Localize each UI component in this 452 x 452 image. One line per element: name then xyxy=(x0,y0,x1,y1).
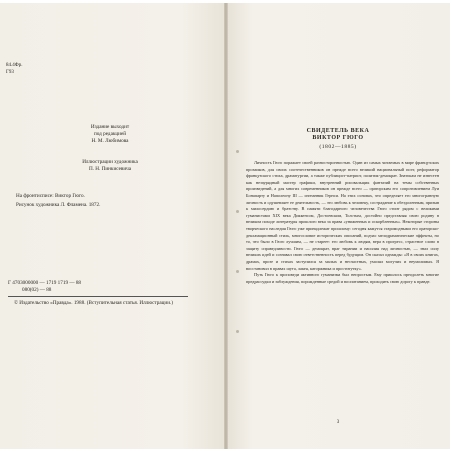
catalog-code xyxy=(6,62,22,76)
publication-code xyxy=(8,280,81,294)
book-gutter xyxy=(224,3,228,449)
binding-holes xyxy=(236,0,240,452)
copyright-notice: © Издательство «Правда». 1988. (Вступительная статья. Иллюстрации.) xyxy=(14,300,174,306)
page-number: 3 xyxy=(336,420,340,425)
isbn-line-1: Г 4703000000 — 1719 1719 — 88 xyxy=(8,280,82,286)
editor-credit xyxy=(40,124,180,145)
binding-hole xyxy=(236,270,239,273)
divider-line xyxy=(8,296,188,297)
illustrator-credit xyxy=(40,159,180,173)
editor-line-3: Н. М. Любимова xyxy=(91,138,129,144)
binding-hole xyxy=(236,330,239,333)
editor-line-2: под редакцией xyxy=(93,131,127,137)
binding-hole xyxy=(236,210,239,213)
binding-hole xyxy=(236,150,239,153)
catalog-line-1: 84.4Фр. xyxy=(6,63,23,68)
front-line-2: Рисунок художника Л. Фламена. 1872. xyxy=(16,201,101,208)
article-subtitle: ВИКТОР ГЮГО xyxy=(312,135,364,141)
frontispiece-note xyxy=(16,192,216,209)
front-line-1: На фронтисписе: Виктор Гюго. xyxy=(16,193,85,199)
article-title: СВИДЕТЕЛЬ ВЕКА xyxy=(306,128,370,134)
paragraph-1: Личность Гюго поражает своей разносторонностью. Один из самых читаемых в мире французских прозаиков, для своих соотечественников он прежде всего великий национальный поэт, реформатор французского стиха, драматургии, а также публицист-патриот, политик-демократ. Знатокам не известен как незаурядный мастер графики, внутренний рисовальщик фантазий на темы собственных произведений, а для многих современников он прежде всего — ораторским его сопротивлением Луи Бонапарту и Наполеону III — изгнанник Гернси. На этих основах, что определяет его многогранную личность и одушевляет ее деятельность, — это любовь к человеку, сострадание к обездоленным, призыв к милосердию и братству. В памяти благодарного человечества Гюго стоит рядом с великими гуманистами XIX века Диккенсом, Достоевским, Толстым, достойно представляя свою родину в великом походе литературы прошлого века за права «униженных и оскорбленных». Некоторые стороны творческого наследия Гюго уже принадлежат прошлому: сегодня кажутся старомодными его ораторски-декламационный стиль, многословие исторических описаний, подчас мелодраматические эффекты, но то, что было в Гюго лучшим, — не стареет: его любовь к людям, вера в прогресс, страстное слово в защиту справедливости. Гюго — демократ, враг тирании и насилия над личностью, — знал силу великих идей и сознавал свою ответственность перед будущим. Он сказал однажды: «Я в своих книгах, драмах, прозе и стихах заступился за малых и несчастных, умолял могучих и неумолимых. Я восстановил в правах шута, лакея, каторжника и проститутку». xyxy=(246,160,439,271)
isbn-line-2: 080(02) — 88 xyxy=(22,287,52,293)
catalog-line-2: Г93 xyxy=(6,70,14,75)
article-years: (1802—1885) xyxy=(319,144,357,150)
editor-line-1: Издание выходит xyxy=(90,124,130,130)
paragraph-2: Путь Гюго к проповеди активного гуманизма был непростым. Ему пришлось преодолеть многие предрассудки и заблуждения, порожденные средой и воспитанием, проходить свою дорогу к правде. xyxy=(246,272,439,284)
illus-line-1: Иллюстрации художника xyxy=(82,159,138,165)
article-body xyxy=(246,160,439,285)
illus-line-2: П. Н. Пинкисевича xyxy=(88,166,132,172)
